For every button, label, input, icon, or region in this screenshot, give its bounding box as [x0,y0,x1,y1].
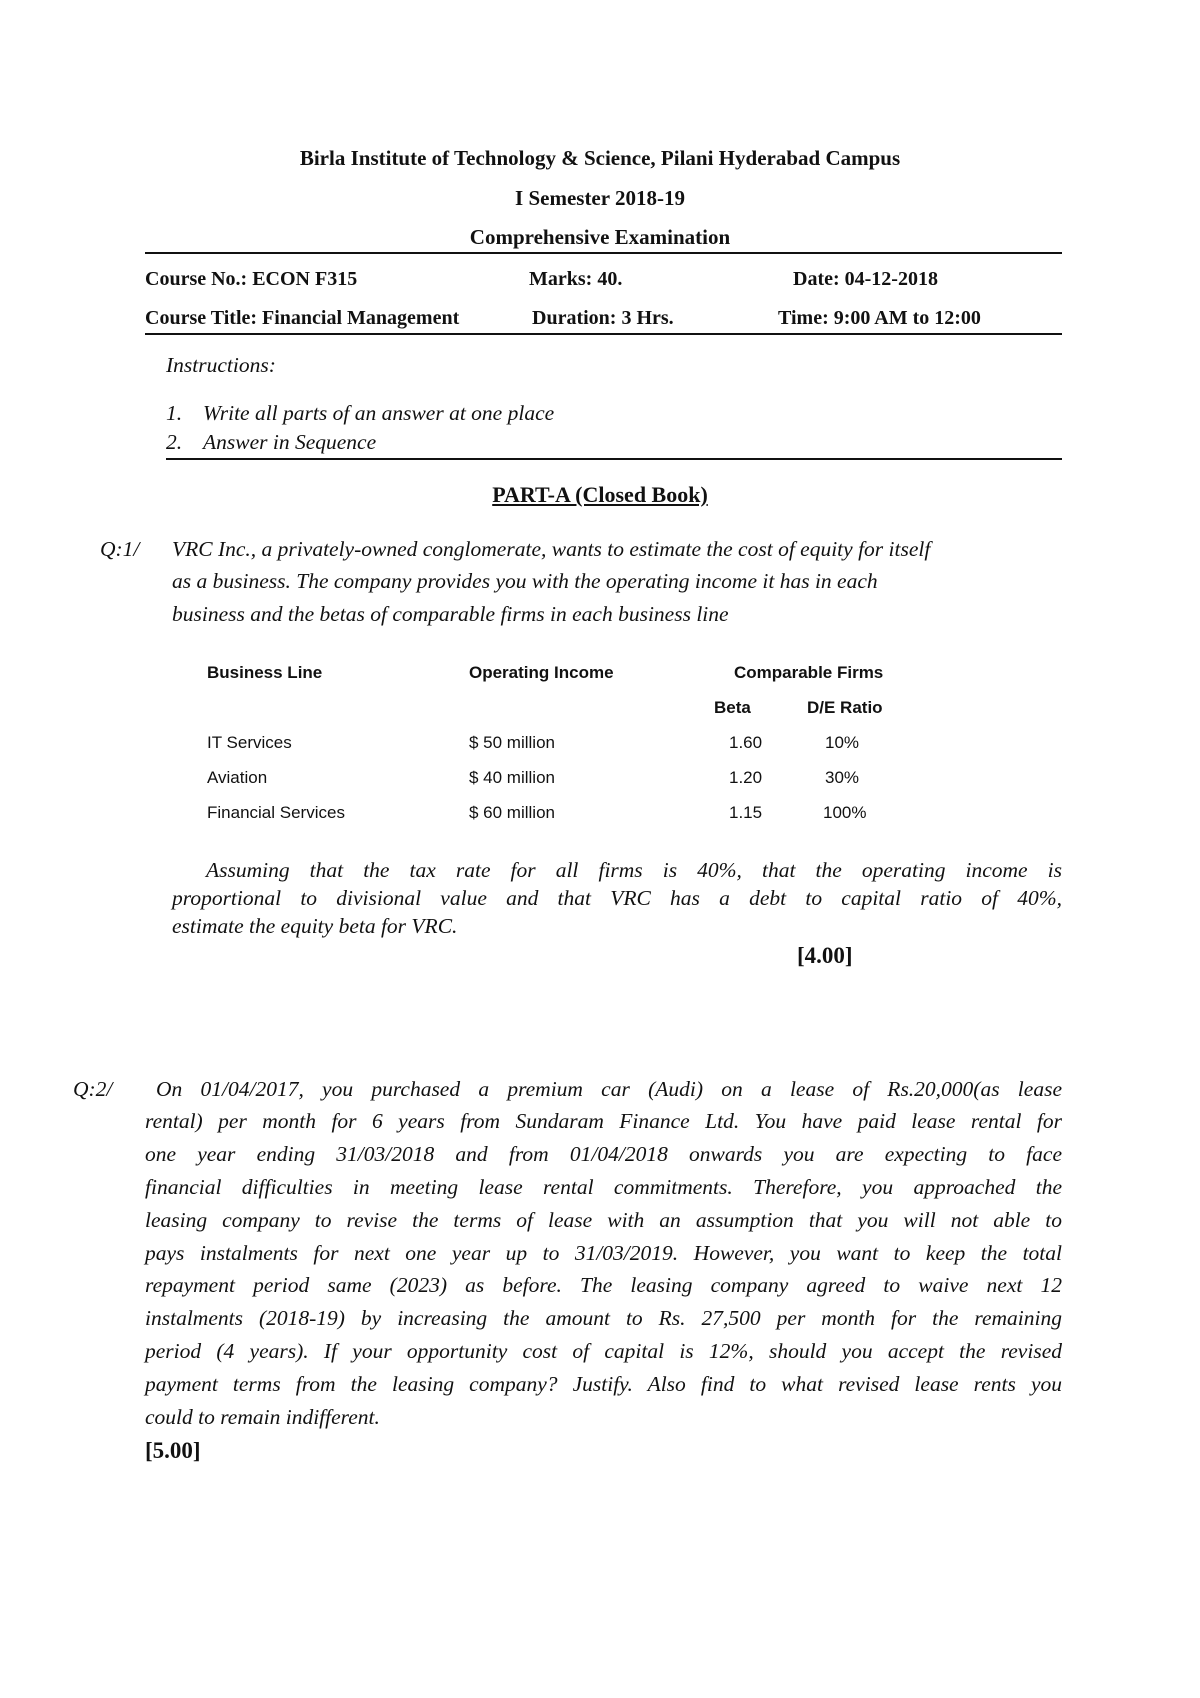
exam-duration: Duration: 3 Hrs. [532,307,674,329]
q2-line-9: period (4 years). If your opportunity cost of capital is 12%, should you accept the revised [145,1339,1062,1363]
table-cell-beta: 1.15 [729,803,763,822]
institute-name: Birla Institute of Technology & Science, Pilani Hyderabad Campus [299,146,901,170]
instructions-rule [166,458,1062,460]
q1-line-1: VRC Inc., a privately-owned conglomerate, wants to estimate the cost of equity for itself [172,537,931,561]
table-header-comparable-firms: Comparable Firms [734,663,884,682]
table-cell-income: $ 40 million [469,768,555,787]
q1-para-line-3: estimate the equity beta for VRC. [172,914,458,938]
q2-line-7: repayment period same (2023) as before. The leasing company agreed to waive next 12 [145,1273,1062,1297]
q1-line-3: business and the betas of comparable firms in each business line [172,602,729,626]
part-title: PART-A (Closed Book) [492,482,708,507]
table-cell-beta: 1.60 [729,733,763,752]
header-rule-bottom [145,333,1062,335]
q2-line-6: pays instalments for next one year up to 31/03/2019. However, you want to keep the total [145,1241,1062,1265]
marks-total: Marks: 40. [529,268,623,290]
q2-marks: [5.00] [145,1438,201,1463]
table-cell-de: 10% [825,733,860,752]
q1-para-line-1: Assuming that the tax rate for all firms is 40%, that the operating income is [206,858,1062,882]
q2-line-11: could to remain indifferent. [145,1405,380,1429]
q2-line-8: instalments (2018-19) by increasing the amount to Rs. 27,500 per month for the remaining [145,1306,1062,1330]
q1-marks: [4.00] [797,943,853,968]
table-cell-beta: 1.20 [729,768,763,787]
q2-line-3: one year ending 31/03/2018 and from 01/04/2018 onwards you are expecting to face [145,1142,1062,1166]
instruction-2-number: 2. [166,430,183,454]
table-header-beta: Beta [714,698,751,717]
q2-line-4: financial difficulties in meeting lease rental commitments. Therefore, you approached the [145,1175,1062,1199]
table-cell-line: Financial Services [207,803,345,822]
table-cell-line: Aviation [207,768,268,787]
q2-label: Q:2/ [73,1077,113,1101]
header-rule-top [145,252,1062,254]
exam-title: Comprehensive Examination [469,225,731,249]
q2-line-10: payment terms from the leasing company? Justify. Also find to what revised lease rents you [145,1372,1062,1396]
q2-line-1: On 01/04/2017, you purchased a premium car (Audi) on a lease of Rs.20,000(as lease [156,1077,1062,1101]
instruction-2-text: Answer in Sequence [203,430,377,454]
table-header-operating-income: Operating Income [469,663,614,682]
course-number: Course No.: ECON F315 [145,268,358,290]
table-cell-income: $ 60 million [469,803,555,822]
q1-para-line-2: proportional to divisional value and that VRC has a debt to capital ratio of 40%, [172,886,1062,910]
table-cell-de: 100% [823,803,867,822]
table-header-business-line: Business Line [207,663,323,682]
table-cell-de: 30% [825,768,860,787]
q1-line-2: as a business. The company provides you with the operating income it has in each [172,569,878,593]
exam-date: Date: 04-12-2018 [793,268,938,290]
course-title: Course Title: Financial Management [145,307,460,329]
semester: I Semester 2018-19 [515,186,685,210]
exam-time: Time: 9:00 AM to 12:00 [778,307,981,329]
table-cell-income: $ 50 million [469,733,555,752]
q2-line-5: leasing company to revise the terms of lease with an assumption that you will not able to [145,1208,1062,1232]
table-header-de-ratio: D/E Ratio [807,698,883,717]
q2-line-2: rental) per month for 6 years from Sundaram Finance Ltd. You have paid lease rental for [145,1109,1062,1133]
table-cell-line: IT Services [207,733,292,752]
instructions-heading: Instructions: [166,353,276,377]
q1-label: Q:1/ [100,537,140,561]
instruction-1-text: Write all parts of an answer at one place [203,401,555,425]
instruction-1-number: 1. [166,401,183,425]
